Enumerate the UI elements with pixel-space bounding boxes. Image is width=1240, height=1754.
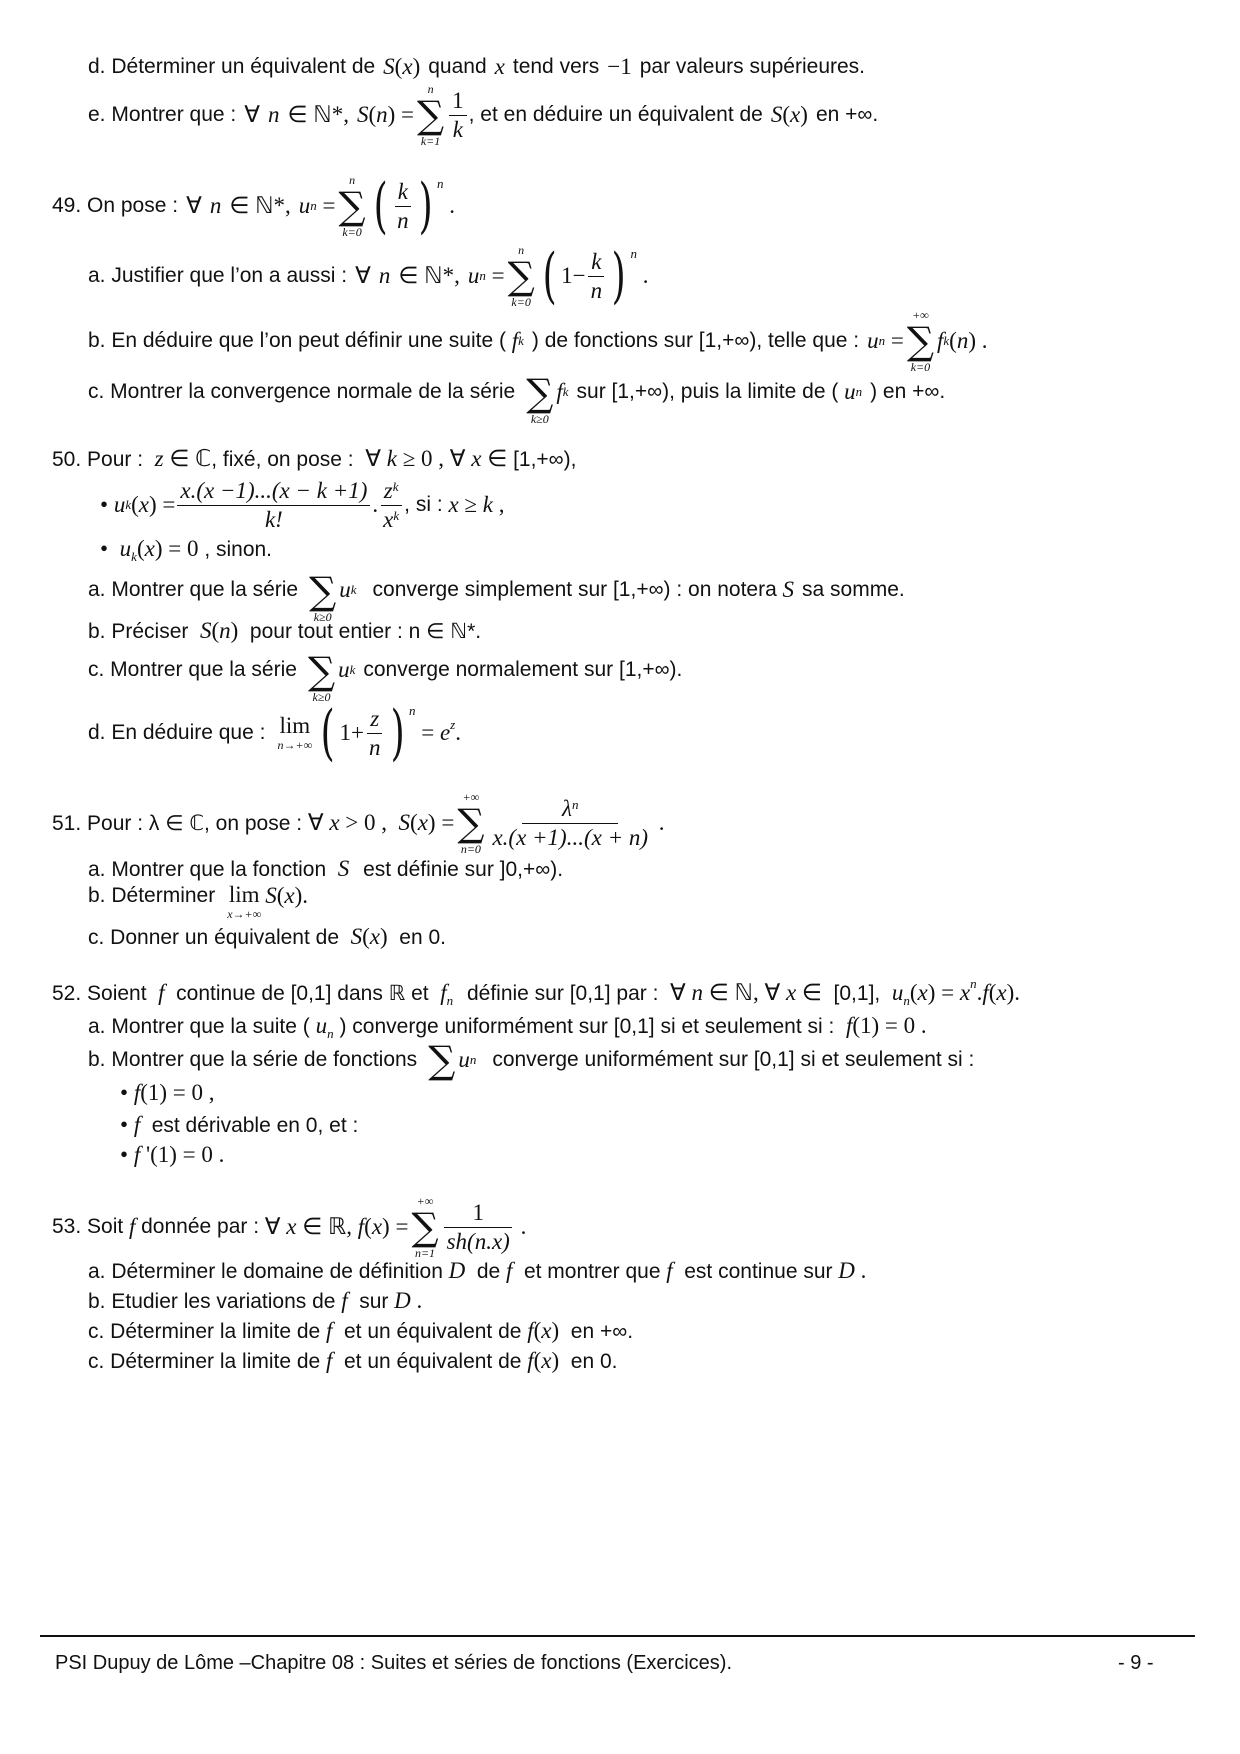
ex51-intro: 51. Pour : λ ∈ ℂ, on pose : ∀ x > 0 , S ( x ) = +∞ ∑ n=0 $\frac{\lambda^n}{x.(x +1)...(x + n)}$ . <box>52 790 665 856</box>
ex48-item-e: e. Montrer que : ∀ n ∈ ℕ*, S ( n ) = n ∑ k=1 $\frac{1}{k}$ , et en déduire un équivalent de S ( x ) en +∞. <box>88 82 879 148</box>
ex49-item-b: b. En déduire que l’on peut définir une suite ( f k ) de fonctions sur [1,+∞), telle que : u n = +∞ ∑ k=0 f k ( n ) . <box>88 308 988 374</box>
ex52-bullet-3: • f '(1) = 0 . <box>120 1142 225 1167</box>
ex51-item-b: b. Déterminer lim x→+∞ S ( x ). <box>88 882 309 921</box>
ex50-item-d: d. En déduire que : lim n→+∞ ( 1+ $\frac{z}{n}$ ) $^n$ = e $^z$ . <box>88 698 461 768</box>
ex53-item-d: c. Déterminer la limite de f et un équivalent de f(x) en 0. <box>88 1348 618 1373</box>
footer-title: PSI Dupuy de Lôme –Chapitre 08 : Suites et séries de fonctions (Exercices). <box>55 1652 733 1674</box>
ex53-intro: 53. Soit f donnée par : ∀ x ∈ ℝ, f ( x ) = +∞ ∑ n=1 $\frac{1}{sh(n.x)}$ . <box>52 1194 527 1260</box>
ex50-bullet-1: • u k ( x ) = $\frac{x.(x -1)...(x - k +1)}{k!}$ . $\frac{z^k}{x^k}$ , si : x ≥ k , <box>100 477 505 532</box>
ex53-item-c: c. Déterminer la limite de f et un équivalent de f(x) en +∞. <box>88 1318 634 1343</box>
ex50-item-a: a. Montrer que la série ∑ k≥0 u k converge simplement sur [1,+∞) : on notera S sa somme. <box>88 569 905 624</box>
ex52-item-a: a. Montrer que la suite ( $u_n$ ) converge uniformément sur [0,1] si et seulement si : f(1) = 0 . <box>88 1013 927 1042</box>
footer-rule <box>40 1635 1195 1637</box>
page-number: - 9 - <box>1118 1652 1154 1674</box>
ex50-intro: 50. Pour : z ∈ ℂ, fixé, on pose : ∀ k ≥ 0 , ∀ x ∈ [1,+∞), <box>52 446 577 471</box>
ex50-bullet-2: • $u_k(x) = 0$ , sinon. <box>100 536 273 565</box>
ex49-intro: 49. On pose : ∀ n ∈ ℕ*, u n = n ∑ k=0 ( $\frac{k}{n}$ ) $^n$ . <box>52 171 455 241</box>
ex52-bullet-1: • f(1) = 0 , <box>120 1080 215 1105</box>
ex52-bullet-2: • f est dérivable en 0, et : <box>120 1112 359 1137</box>
ex53-item-a: a. Déterminer le domaine de définition D de f et montrer que f est continue sur D . <box>88 1258 867 1283</box>
sum-symbol: n ∑ k=1 <box>417 82 445 148</box>
ex52-item-b: b. Montrer que la série de fonctions ∑ u n converge uniformément sur [0,1] si et seulement si : <box>88 1038 975 1082</box>
ex48-item-d: d. Déterminer un équivalent de S ( x ) quand x tend vers −1 par valeurs supérieures. <box>88 54 866 79</box>
ex50-item-b: b. Préciser S(n) pour tout entier : n ∈ ℕ*. <box>88 618 482 643</box>
ex49-item-c: c. Montrer la convergence normale de la série ∑ k≥0 f k sur [1,+∞), puis la limite de ( u n ) en +∞. <box>88 371 946 426</box>
ex50-item-c: c. Montrer que la série ∑ k≥0 u k converge normalement sur [1,+∞). <box>88 649 683 704</box>
ex51-item-c: c. Donner un équivalent de S(x) en 0. <box>88 924 446 949</box>
ex52-intro: 52. Soient f continue de [0,1] dans ℝ et $f_n$ définie sur [0,1] par : ∀ n ∈ ℕ, ∀ x ∈ [0,1], $u_n(x) = x^n.f(x)$. <box>52 976 1021 1009</box>
ex49-item-a: a. Justifier que l’on a aussi : ∀ n ∈ ℕ*, u n = n ∑ k=0 ( 1− $\frac{k}{n}$ ) $^n$ . <box>88 241 649 311</box>
ex53-item-b: b. Etudier les variations de f sur D . <box>88 1288 423 1313</box>
ex51-item-a: a. Montrer que la fonction S est définie sur ]0,+∞). <box>88 856 564 881</box>
